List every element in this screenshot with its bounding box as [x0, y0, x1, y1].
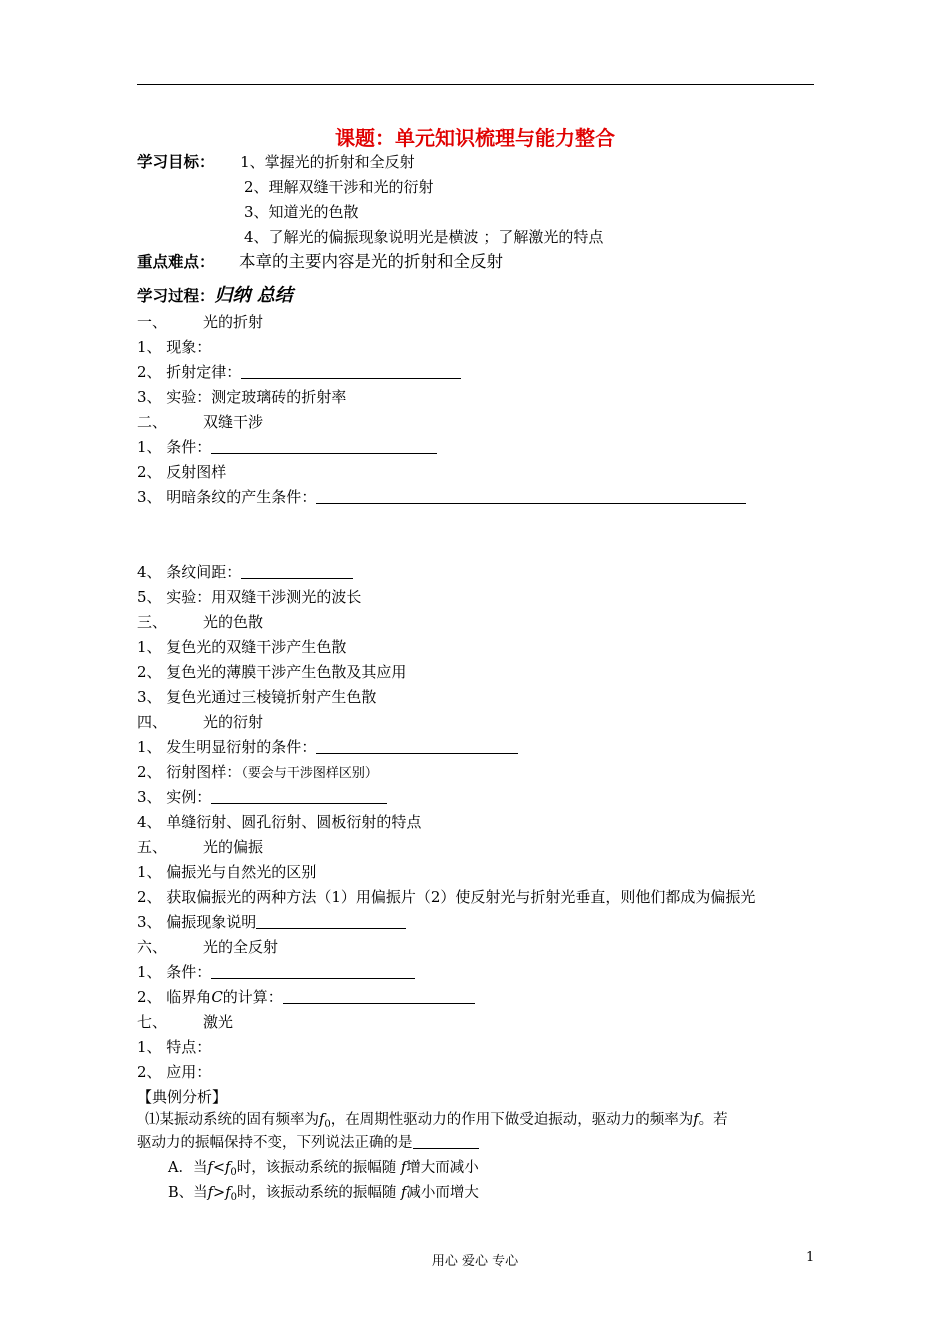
fill-blank[interactable]: [211, 963, 415, 979]
answer-blank[interactable]: [413, 1133, 479, 1149]
s2-item-4: 4、 条纹间距：: [137, 562, 353, 582]
s6-item-2: 2、 临界角C的计算：: [137, 987, 475, 1007]
s5-item-1: 1、 偏振光与自然光的区别: [137, 863, 317, 881]
section-5-heading: 五、 光的偏振: [137, 838, 264, 856]
objective-item-2: 2、理解双缝干涉和光的衍射: [244, 178, 434, 196]
fill-blank[interactable]: [241, 363, 461, 379]
objective-item-3: 3、知道光的色散: [244, 203, 359, 221]
s1-item-2: 2、 折射定律：: [137, 362, 461, 382]
example-header: 【典例分析】: [137, 1088, 228, 1106]
objectives-label: 学习目标：: [137, 153, 215, 171]
s4-item-4: 4、 单缝衍射、圆孔衍射、圆板衍射的特点: [137, 813, 422, 831]
fill-blank[interactable]: [211, 788, 387, 804]
header-rule: [137, 84, 814, 85]
s6-item-1: 1、 条件：: [137, 962, 415, 982]
s7-item-2: 2、 应用：: [137, 1063, 212, 1081]
section-2-heading: 二、 双缝干涉: [137, 413, 264, 431]
s4-item-3: 3、 实例：: [137, 787, 387, 807]
objective-item-1: 1、掌握光的折射和全反射: [240, 153, 415, 171]
option-a: A．当$f<f_0$时，该振动系统的振幅随 f增大而减小: [168, 1160, 479, 1178]
process-label: 学习过程：: [137, 287, 215, 305]
section-6-heading: 六、 光的全反射: [137, 938, 279, 956]
section-1-heading: 一、 光的折射: [137, 313, 264, 331]
s3-item-2: 2、 复色光的薄膜干涉产生色散及其应用: [137, 663, 407, 681]
process-heading: [137, 286, 293, 306]
fill-blank[interactable]: [316, 738, 518, 754]
section-3-heading: 三、 光的色散: [137, 613, 264, 631]
objectives-line-1: [137, 152, 415, 172]
page-title: 课题：单元知识梳理与能力整合: [335, 126, 615, 150]
example-question-line-2: 驱动力的振幅保持不变，下列说法正确的是: [137, 1133, 479, 1153]
s2-item-3: 3、 明暗条纹的产生条件：: [137, 487, 746, 507]
s1-item-1: 1、 现象：: [137, 338, 212, 356]
section-4-heading: 四、 光的衍射: [137, 713, 264, 731]
fill-blank[interactable]: [283, 988, 475, 1004]
objective-item-4: 4、了解光的偏振现象说明光是横波 ；了解激光的特点: [244, 228, 604, 246]
process-emphasis: 归纳 总结: [214, 285, 293, 306]
s2-item-2: 2、 反射图样: [137, 463, 227, 481]
s2-item-1: 1、 条件：: [137, 437, 437, 457]
fill-blank[interactable]: [211, 438, 437, 454]
fill-blank[interactable]: [316, 488, 746, 504]
s1-item-3: 3、 实验：测定玻璃砖的折射率: [137, 388, 347, 406]
s5-item-3: 3、 偏振现象说明: [137, 912, 406, 932]
s4-item-1: 1、 发生明显衍射的条件：: [137, 737, 518, 757]
s5-item-2: 2、 获取偏振光的两种方法（1）用偏振片（2）使反射光与折射光垂直，则他们都成为偏振光: [137, 888, 756, 906]
s4-item-2: 2、 衍射图样：（要会与干涉图样区别）: [137, 763, 378, 781]
section-7-heading: 七、 激光: [137, 1013, 234, 1031]
key-points: [137, 252, 503, 272]
s7-item-1: 1、 特点：: [137, 1038, 212, 1056]
s3-item-3: 3、 复色光通过三棱镜折射产生色散: [137, 688, 377, 706]
s2-item-5: 5、 实验：用双缝干涉测光的波长: [137, 588, 362, 606]
footer-text: 用心 爱心 专心: [431, 1254, 519, 1269]
key-points-label: 重点难点：: [137, 253, 215, 271]
fill-blank[interactable]: [256, 913, 406, 929]
s3-item-1: 1、 复色光的双缝干涉产生色散: [137, 638, 347, 656]
page-number: 1: [806, 1250, 815, 1265]
example-question-line-1: ⑴某振动系统的固有频率为$f_0$，在周期性驱动力的作用下做受迫振动，驱动力的频率为f。若: [145, 1112, 728, 1130]
fill-blank[interactable]: [241, 563, 353, 579]
key-points-text: 本章的主要内容是光的折射和全反射: [239, 252, 504, 271]
option-b: B、当$f>f_0$时，该振动系统的振幅随 f减小而增大: [168, 1185, 479, 1203]
